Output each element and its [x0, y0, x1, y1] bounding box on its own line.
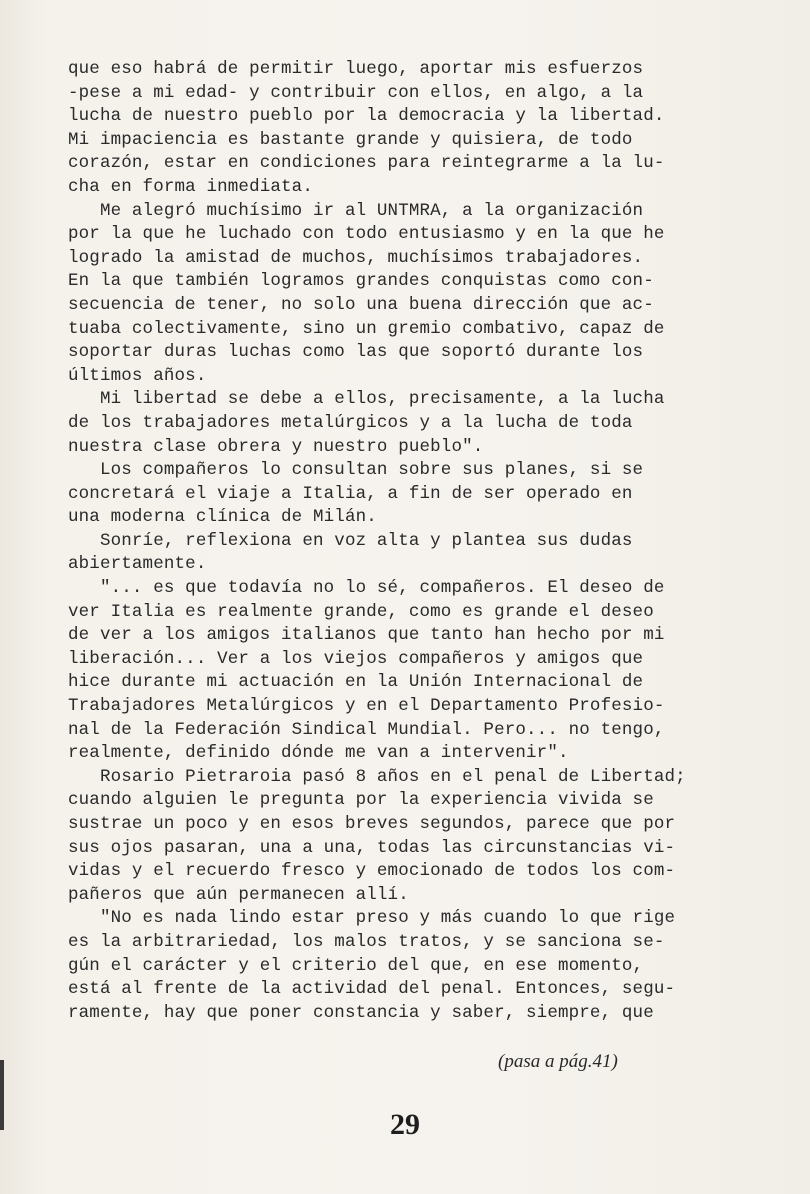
text-line: una moderna clínica de Milán.: [68, 507, 377, 528]
body-text: [68, 58, 748, 1025]
text-line: gún el carácter y el criterio del que, en ese momento,: [68, 955, 644, 976]
text-line: "... es que todavía no lo sé, compañeros. El deseo de: [68, 578, 665, 599]
text-line: ramente, hay que poner constancia y saber, siempre, que: [68, 1002, 654, 1023]
text-line: nuestra clase obrera y nuestro pueblo".: [68, 436, 484, 457]
text-line: En la que también logramos grandes conquistas como con-: [68, 271, 654, 292]
text-line: corazón, estar en condiciones para reintegrarme a la lu-: [68, 153, 665, 174]
text-line: Los compañeros lo consultan sobre sus planes, si se: [68, 460, 644, 481]
text-line: es la arbitrariedad, los malos tratos, y se sanciona se-: [68, 931, 665, 952]
text-line: de los trabajadores metalúrgicos y a la lucha de toda: [68, 412, 633, 433]
text-line: pañeros que aún permanecen allí.: [68, 884, 409, 905]
text-line: cha en forma inmediata.: [68, 176, 313, 197]
text-line: últimos años.: [68, 365, 207, 386]
text-line: Me alegró muchísimo ir al UNTMRA, a la organización: [68, 200, 644, 221]
text-line: hice durante mi actuación en la Unión Internacional de: [68, 672, 644, 693]
text-line: -pese a mi edad- y contribuir con ellos, en algo, a la: [68, 82, 644, 103]
text-line: sus ojos pasaran, una a una, todas las circunstancias vi-: [68, 837, 676, 858]
text-line: secuencia de tener, no solo una buena dirección que ac-: [68, 294, 654, 315]
text-line: Sonríe, reflexiona en voz alta y plantea sus dudas: [68, 530, 633, 551]
text-line: está al frente de la actividad del penal. Entonces, segu-: [68, 979, 676, 1000]
text-line: cuando alguien le pregunta por la experiencia vivida se: [68, 790, 654, 811]
continued-on-page-note: (pasa a pág.41): [498, 1051, 618, 1072]
text-line: vidas y el recuerdo fresco y emocionado de todos los com-: [68, 861, 676, 882]
text-line: abiertamente.: [68, 554, 207, 575]
text-line: sustrae un poco y en esos breves segundos, parece que por: [68, 814, 676, 834]
text-line: realmente, definido dónde me van a intervenir".: [68, 743, 569, 764]
text-line: tuaba colectivamente, sino un gremio combativo, capaz de: [68, 318, 665, 339]
text-line: concretará el viaje a Italia, a fin de ser operado en: [68, 483, 633, 504]
text-line: lucha de nuestro pueblo por la democracia y la libertad.: [68, 106, 665, 127]
text-line: que eso habrá de permitir luego, aportar mis esfuerzos: [68, 59, 644, 79]
text-line: Mi impaciencia es bastante grande y quisiera, de todo: [68, 129, 633, 150]
text-line: "No es nada lindo estar preso y más cuando lo que rige: [68, 908, 676, 929]
text-line: ver Italia es realmente grande, como es grande el deseo: [68, 601, 654, 622]
text-line: nal de la Federación Sindical Mundial. Pero... no tengo,: [68, 719, 665, 740]
text-line: soportar duras luchas como las que soportó durante los: [68, 342, 644, 363]
text-line: Rosario Pietraroia pasó 8 años en el penal de Libertad;: [68, 766, 686, 787]
text-line: liberación... Ver a los viejos compañeros y amigos que: [68, 648, 644, 669]
text-line: Trabajadores Metalúrgicos y en el Departamento Profesio-: [68, 696, 665, 717]
text-line: Mi libertad se debe a ellos, precisamente, a la lucha: [68, 389, 665, 410]
text-line: de ver a los amigos italianos que tanto han hecho por mi: [68, 625, 665, 646]
page-number: 29: [390, 1108, 420, 1141]
text-line: por la que he luchado con todo entusiasmo y en la que he: [68, 224, 665, 245]
text-line: logrado la amistad de muchos, muchísimos trabajadores.: [68, 247, 644, 268]
